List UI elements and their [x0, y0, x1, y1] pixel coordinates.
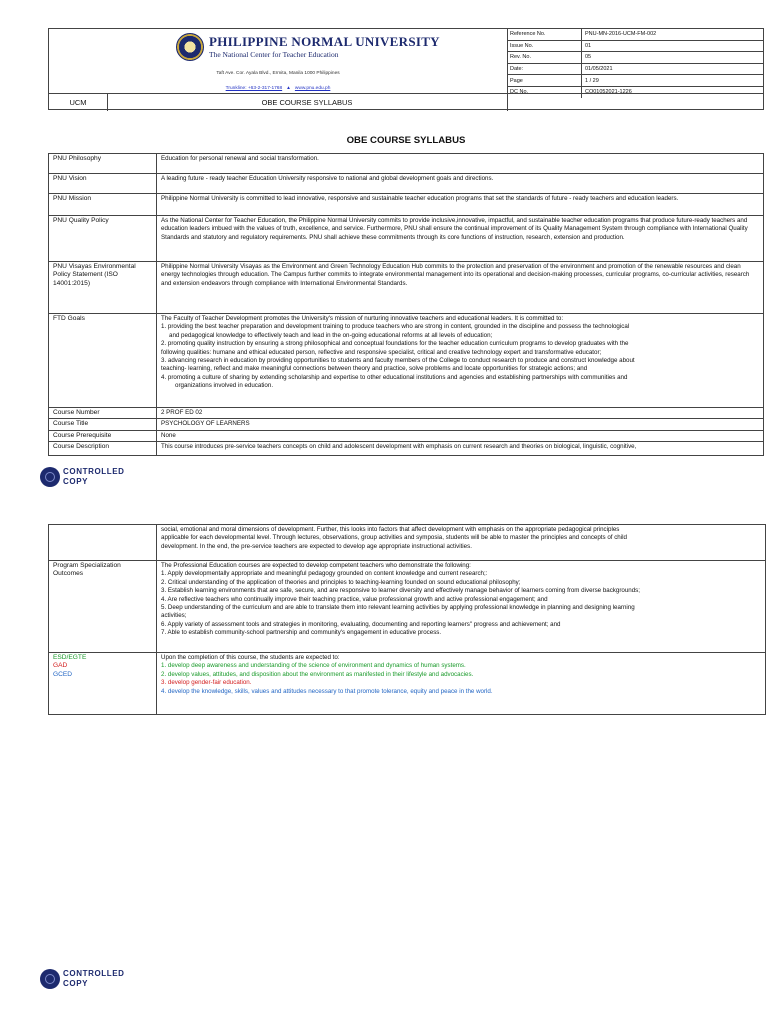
course-number-label: Course Number: [49, 408, 157, 419]
stamp-seal-icon: [40, 467, 60, 487]
course-description-value: This course introduces pre-service teachers concepts on child and adolescent development with emphasis on current research and theories on biological, linguistic, cognitive,: [157, 442, 764, 456]
gad-label: GAD: [53, 662, 68, 670]
table-row: [49, 408, 764, 419]
stamp-line2: COPY: [63, 979, 89, 988]
ref-value: CO01052021-1226: [585, 89, 632, 96]
pso-item: 2. Critical understanding of the application of theories and principles to teaching-learning founded on sound educational philosophy;: [161, 578, 521, 586]
ref-value: 01: [582, 40, 764, 52]
table-row: [49, 154, 764, 174]
controlled-copy-stamp: [40, 969, 140, 991]
esd-item: 1. develop deep awareness and understanding of the science of environment and dynamics of human systems.: [161, 662, 466, 670]
prerequisite-value: None: [157, 430, 764, 441]
ref-key: Page: [507, 75, 582, 87]
esd-labels: [49, 653, 157, 715]
website-link[interactable]: www.pnu.edu.ph: [294, 86, 331, 91]
reference-table: [507, 29, 763, 96]
page-title: OBE COURSE SYLLABUS: [346, 135, 466, 146]
ref-key: Date:: [507, 63, 582, 75]
university-address: Taft Ave. Cor. Ayala Blvd., Ermita, Manila 1000 Philippines: [216, 71, 340, 76]
header-bottom-row: [49, 93, 763, 111]
desc-line: development. In the end, the pre-service teachers are expected to develop age appropriate instructional activities.: [161, 542, 472, 550]
ftd-item: organizations involved in education.: [175, 382, 274, 390]
course-title-value: PSYCHOLOGY OF LEARNERS: [157, 419, 764, 430]
table-row: [49, 216, 764, 262]
table-row: [49, 194, 764, 216]
pso-item: 1. Apply developmentally appropriate and meaningful pedagogy grounded on content knowledge and current research;:: [161, 570, 488, 578]
table-row: [49, 262, 764, 314]
description-cont-label: [49, 525, 157, 561]
ftd-goals-label: FTD Goals: [49, 314, 157, 408]
table-row: [49, 561, 766, 653]
esd-value: [157, 653, 766, 715]
philosophy-label: PNU Philosophy: [49, 154, 157, 174]
table-row: [49, 174, 764, 194]
stamp-line2: COPY: [63, 477, 89, 486]
vision-value: A leading future - ready teacher Education University responsive to national and global development goals and directions.: [157, 174, 764, 194]
stamp-text: [63, 969, 125, 989]
ref-value: 05: [582, 52, 764, 64]
pso-item: 7. Able to establish community-school partnership and community's engagement in educative process.: [161, 629, 442, 637]
header-syllabus-label: OBE COURSE SYLLABUS: [107, 94, 508, 111]
course-title-label: Course Title: [49, 419, 157, 430]
pso-item: activities;: [161, 612, 187, 620]
pso-label: Program Specialization Outcomes: [49, 561, 157, 653]
trunkline-link[interactable]: Trunkline: +63-2-317-1768: [225, 86, 283, 91]
header-logo-cell: [49, 29, 508, 93]
vision-label: PNU Vision: [49, 174, 157, 194]
document-header: [48, 28, 764, 110]
table-row: [49, 419, 764, 430]
stamp-line1: CONTROLLED: [63, 969, 125, 978]
prerequisite-label: Course Prerequisite: [49, 430, 157, 441]
pso-value: [157, 561, 766, 653]
ref-value: PNU-MN-2016-UCM-FM-002: [582, 29, 764, 40]
pso-item: 3. Establish learning environments that are safe, secure, and are responsive to learner diversity and effectively manage behavior of learners coming from diverse backgrounds;: [161, 587, 640, 595]
ftd-item: 4. promoting a culture of sharing by extending scholarship and expertise to other educational institutions and agencies and establishing partnerships with communities and: [161, 373, 628, 381]
ftd-item: 3. advancing research in education by providing opportunities to students and faculty members of the College to conduct research to produce and construct knowledge about: [161, 357, 635, 365]
esd-intro: Upon the completion of this course, the students are expected to:: [161, 654, 340, 661]
table-row: [49, 430, 764, 441]
ref-value: 1 / 29: [582, 75, 764, 87]
ftd-item: and pedagogical knowledge to effectively teach and lead in the on-going educational reforms at all levels of education;: [169, 331, 493, 339]
environmental-policy-label: PNU Visayas Environmental Policy Statement (ISO 14001:2015): [49, 262, 157, 314]
globe-icon: ▲: [286, 86, 291, 91]
university-tagline: The National Center for Teacher Education: [209, 50, 339, 59]
syllabus-table-1: [48, 153, 764, 456]
mission-label: PNU Mission: [49, 194, 157, 216]
pso-item: 5. Deep understanding of the curriculum and are able to translate them into relevant learning activities by applying professional knowledge in planning and designing learning: [161, 604, 635, 612]
stamp-text: [63, 467, 125, 487]
table-row: [49, 314, 764, 408]
mission-value: Philippine Normal University is committed to lead innovative, responsive and sustainable teacher education programs that set the standards of future - ready teachers and education leaders.: [157, 194, 764, 216]
university-seal-icon: [176, 33, 204, 61]
ftd-item: 1. providing the best teacher preparation and development training to produce teachers who are strong in content, grounded in the discipline and possess the technological: [161, 323, 630, 331]
environmental-policy-value: Philippine Normal University Visayas as the Environment and Green Technology Education Hub commits to the protection and preservation of the environment and promotion of the renewable resources and clean energy technologies through education. The Campus further commits to integrate environmental management into its operational and decision-making processes, curricular programs, co-curricular activities, research and extension endeavors through compliance with International Environmental Standards.: [157, 262, 764, 314]
desc-line: social, emotional and moral dimensions of development. Further, this looks into factors that affect development with emphasis on the appropriate pedagogical principles: [161, 526, 620, 533]
ref-key: Reference No.: [507, 29, 582, 40]
syllabus-table-2: [48, 524, 766, 715]
table-row: [49, 653, 766, 715]
ref-row: [507, 63, 763, 75]
contact-line: [49, 86, 507, 91]
pso-item: 4. Are reflective teachers who continually improve their teaching practice, value professional growth and active professional engagement; and: [161, 595, 548, 603]
ref-row: [507, 29, 763, 40]
controlled-copy-stamp: [40, 467, 140, 489]
ftd-intro: The Faculty of Teacher Development promotes the University's mission of nurturing innovative teachers and educational leaders. It is committed to:: [161, 315, 564, 322]
gced-item: 4. develop the knowledge, skills, values and attitudes necessary to that promote tolerance, equity and peace in the world.: [161, 687, 493, 695]
ftd-item: following qualities: humane and ethical educated person, reflective and responsive specialist, critical and creative technology expert and transformative educator;: [161, 348, 602, 356]
esd-item: 2. develop values, attitudes, and disposition about the environment as manifested in their lifestyle and advocacies.: [161, 670, 474, 678]
desc-line: applicable for each developmental level. Through lectures, observations, group activities and symposia, students will be able to master the principles and concepts of child: [161, 534, 627, 542]
ftd-goals-value: [157, 314, 764, 408]
quality-policy-value: As the National Center for Teacher Education, the Philippine Normal University commits to provide inclusive,innovative, impactful, and sustainable teacher education programs that produce future-ready teachers and education leaders imbued with the values of truth, excellence, and service. Furthermore, PNU shall ensure the continual improvement of its Quality Management System through compliance with International Quality Standards and statutory and regulatory requirements. PNU shall achieve these commitments through its core functions of instruction, research, extension and production.: [157, 216, 764, 262]
esd-egte-label: ESD/EGTE: [53, 654, 87, 661]
ref-key: DC No.: [507, 86, 582, 97]
ucm-label: UCM: [49, 94, 108, 111]
gced-label: GCED: [53, 670, 73, 678]
description-cont-value: [157, 525, 766, 561]
course-number-value: 2 PROF ED 02: [157, 408, 764, 419]
ref-value: 01/05/2021: [582, 63, 764, 75]
ftd-item: teaching- learning, reflect and make meaningful connections between theory and practice, solve problems and locate opportunities for strategic actions; and: [161, 365, 588, 373]
course-description-label: Course Description: [49, 442, 157, 456]
pso-item: 6. Apply variety of assessment tools and strategies in monitoring, evaluating, documenting and reporting learners" progress and achievement; and: [161, 620, 561, 628]
stamp-seal-icon: [40, 969, 60, 989]
ref-row: [507, 75, 763, 87]
ref-key: Issue No.: [507, 40, 582, 52]
ref-row: [507, 40, 763, 52]
ftd-item: 2. promoting quality instruction by ensuring a strong philosophical and conceptual foundations for the teacher education curriculum programs to develop graduates with the: [161, 340, 629, 348]
ref-key: Rev. No.: [507, 52, 582, 64]
pso-intro: The Professional Education courses are expected to develop competent teachers who demonstrate the following:: [161, 562, 471, 569]
quality-policy-label: PNU Quality Policy: [49, 216, 157, 262]
university-name: PHILIPPINE NORMAL UNIVERSITY: [209, 34, 440, 49]
ref-row: [507, 52, 763, 64]
table-row: [49, 442, 764, 456]
gad-item: 3. develop gender-fair education.: [161, 679, 252, 687]
philosophy-value: Education for personal renewal and social transformation.: [157, 154, 764, 174]
stamp-line1: CONTROLLED: [63, 467, 125, 476]
table-row: [49, 525, 766, 561]
